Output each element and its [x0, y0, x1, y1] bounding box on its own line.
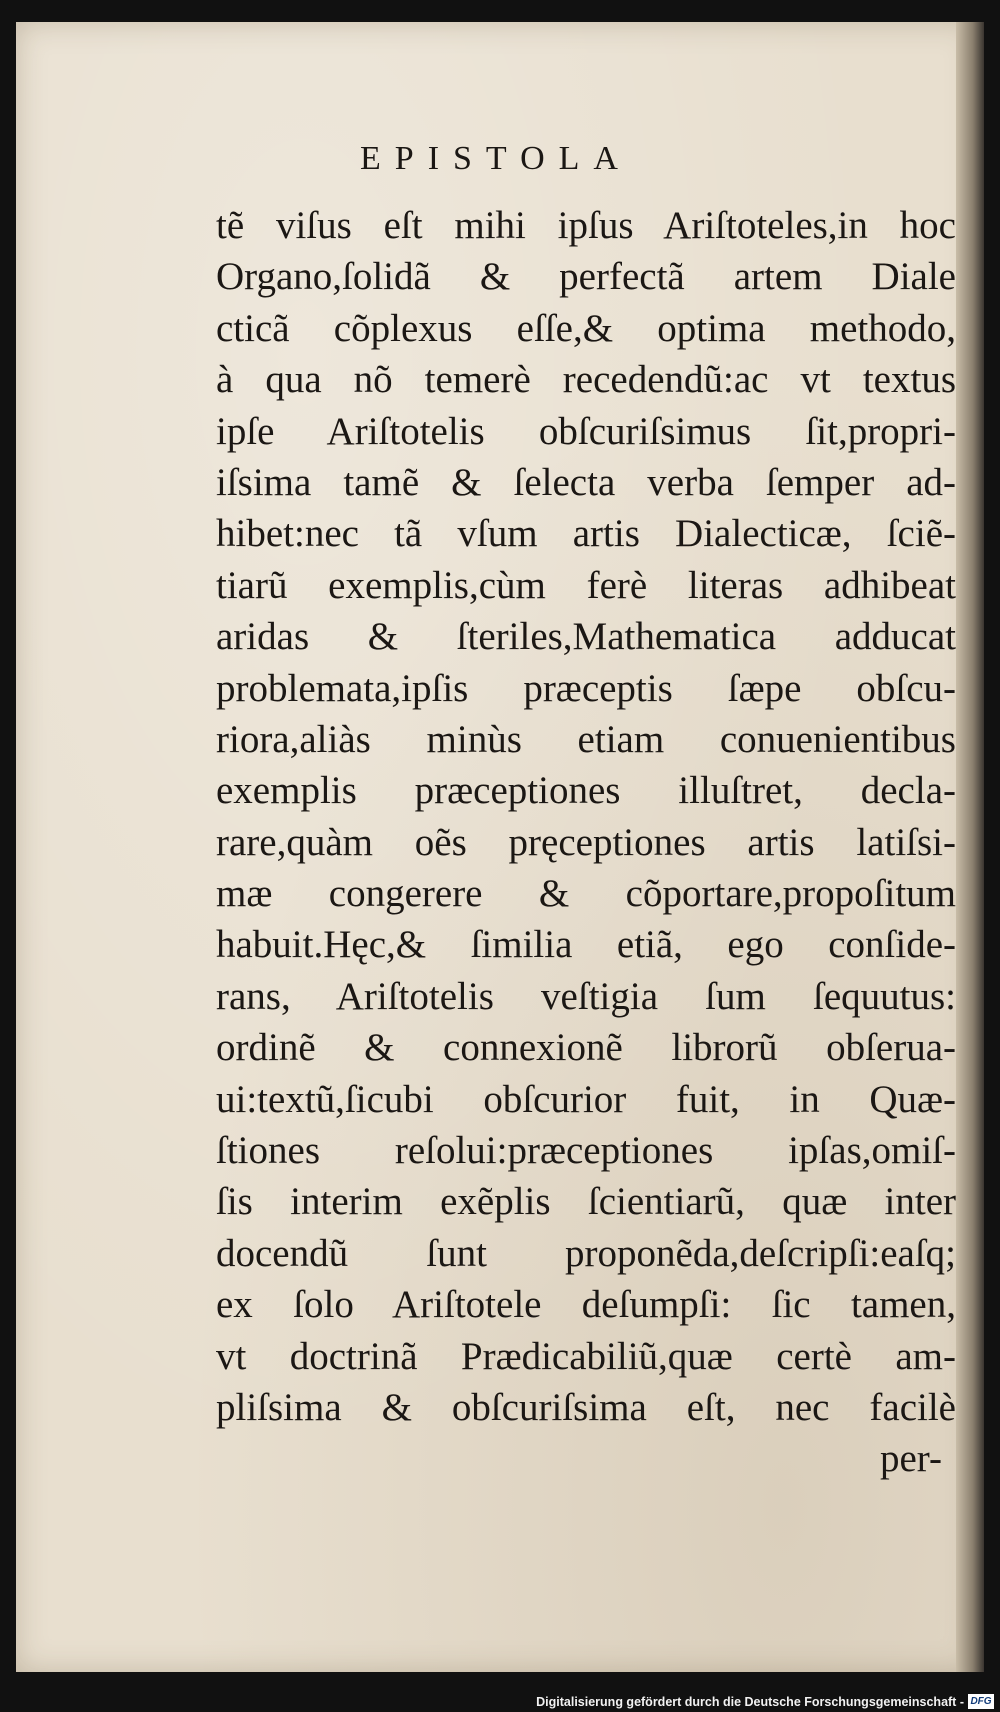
- text-line: Organo,ſolidã & perfectã artem Diale: [216, 255, 956, 299]
- text-line: hibet:nec tã vſum artis Dialecticæ, ſciẽ-: [216, 512, 956, 556]
- text-line: tẽ viſus eſt mihi ipſus Ariſtoteles,in hoc: [216, 204, 956, 247]
- text-line: ui:textũ,ſicubi obſcurior fuit, in Quæ-: [216, 1077, 956, 1121]
- text-line: aridas & ſteriles,Mathematica adducat: [216, 615, 956, 659]
- text-line: à qua nõ temerè recedendũ:ac vt textus: [216, 358, 956, 402]
- text-line: pliſsima & obſcuriſsima eſt, nec facilè: [216, 1385, 956, 1429]
- text-line: ſis interim exẽplis ſcientiarũ, quæ inter: [216, 1180, 956, 1224]
- text-line: tiarũ exemplis,cùm ferè literas adhibeat: [216, 563, 956, 607]
- text-block: [216, 200, 956, 1485]
- text-line: ordinẽ & connexionẽ librorũ obſerua-: [216, 1026, 956, 1070]
- text-line: cticã cõplexus eſſe,& optima methodo,: [216, 306, 956, 350]
- footer-bar: [0, 1690, 1000, 1712]
- text-line: riora,aliàs minùs etiam conuenientibus: [216, 717, 956, 761]
- dfg-logo-icon: DFG: [968, 1694, 994, 1709]
- text-line: ſtiones reſolui:præceptiones ipſas,omiſ-: [216, 1129, 956, 1173]
- text-line: rare,quàm oẽs pręceptiones artis latiſsi-: [216, 820, 956, 864]
- book-page: [16, 22, 976, 1672]
- text-line: vt doctrinã Prædicabiliũ,quæ certè am-: [216, 1334, 956, 1378]
- text-line: per-: [879, 1437, 942, 1481]
- text-line: problemata,ipſis præceptis ſæpe obſcu-: [216, 666, 956, 710]
- running-head: EPISTOLA: [360, 140, 632, 177]
- text-line: mæ congerere & cõportare,propoſitum: [216, 872, 956, 916]
- text-line: ex ſolo Ariſtotele deſumpſi: ſic tamen,: [216, 1283, 956, 1327]
- text-line: rans, Ariſtotelis veſtigia ſum ſequutus:: [216, 974, 956, 1018]
- text-line: ipſe Ariſtotelis obſcuriſsimus ſit,propri-: [216, 409, 956, 453]
- page-gutter-shadow: [956, 22, 984, 1672]
- text-line: iſsima tamẽ & ſelecta verba ſemper ad-: [216, 460, 956, 504]
- digitization-credit: Digitalisierung gefördert durch die Deutsche Forschungsgemeinschaft -: [536, 1695, 964, 1709]
- text-line: docendũ ſunt proponẽda,deſcripſi:eaſq;: [216, 1231, 956, 1275]
- text-line: habuit.Hęc,& ſimilia etiã, ego conſide-: [216, 923, 956, 967]
- text-line: exemplis præceptiones illuſtret, decla-: [216, 769, 956, 813]
